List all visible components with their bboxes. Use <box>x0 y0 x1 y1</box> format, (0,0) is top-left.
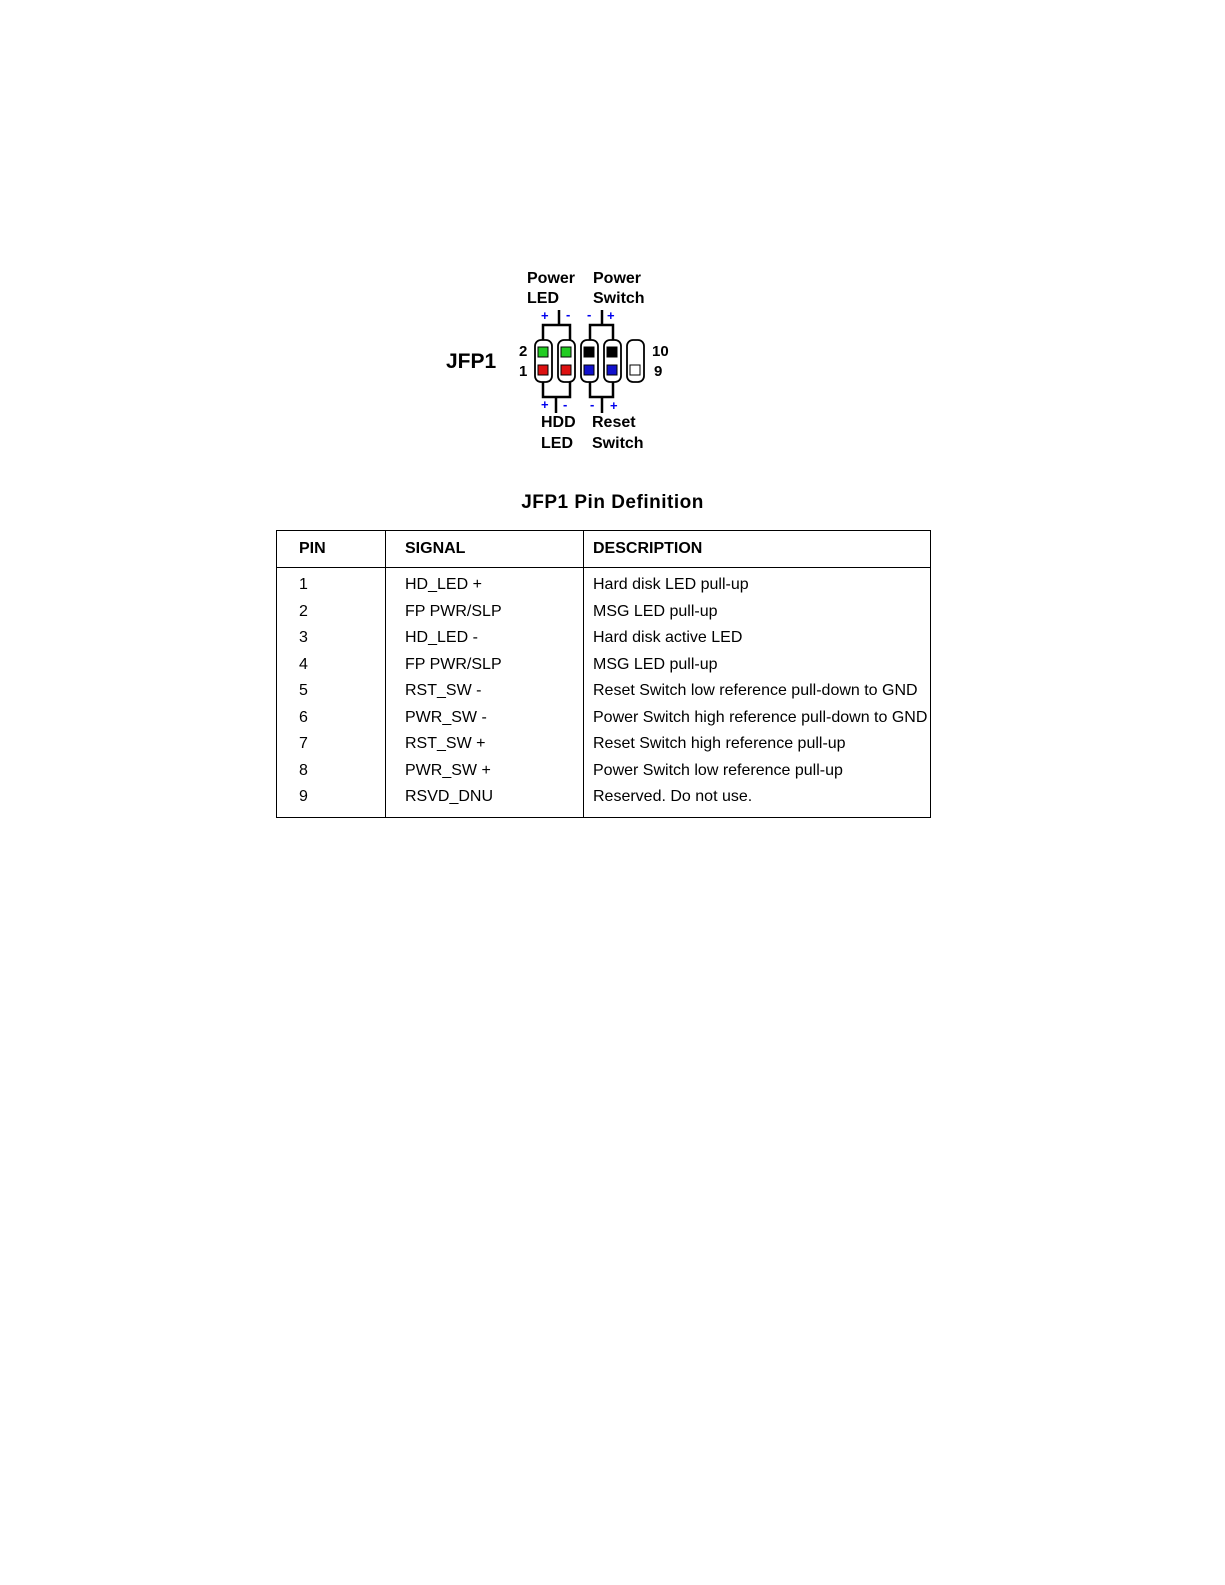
cell-description: MSG LED pull-up <box>584 652 931 679</box>
hdd-led-label-line2: LED <box>541 435 573 452</box>
table-row <box>277 625 931 652</box>
top-wires <box>543 310 613 345</box>
cell-description: Power Switch high reference pull-down to GND <box>584 705 931 732</box>
header-description: DESCRIPTION <box>584 531 931 568</box>
cell-pin: 6 <box>299 708 308 726</box>
cell-description: Power Switch low reference pull-up <box>584 758 931 785</box>
jfp1-connector-diagram <box>430 255 690 465</box>
cell-pin: 7 <box>299 735 308 753</box>
bottom-wires <box>543 377 613 413</box>
cell-signal: RST_SW + <box>386 731 584 758</box>
power-switch-plus-mark: + <box>607 308 615 323</box>
pin-pair-9-10-housing <box>627 340 644 382</box>
cell-pin: 8 <box>299 761 308 779</box>
table-header-row <box>277 531 931 568</box>
table-row <box>277 784 931 817</box>
pin-2-green <box>538 347 548 357</box>
hdd-led-minus-mark: - <box>563 397 568 412</box>
pin-4-green <box>561 347 571 357</box>
table-title: JFP1 Pin Definition <box>521 492 704 513</box>
pin-6-black <box>584 347 594 357</box>
connector-name: JFP1 <box>446 350 497 373</box>
power-switch-label-line1: Power <box>593 270 642 287</box>
table-row <box>277 705 931 732</box>
pin-pair-3-4-housing <box>558 340 575 382</box>
pin-number-9: 9 <box>654 363 663 380</box>
pin-number-1: 1 <box>519 363 528 380</box>
pin-definition-table <box>276 530 931 818</box>
header-pin: PIN <box>277 531 386 568</box>
pin-7-blue <box>607 365 617 375</box>
cell-description: Hard disk LED pull-up <box>584 568 931 599</box>
table-row <box>277 599 931 626</box>
power-led-minus-mark: - <box>566 307 571 322</box>
cell-pin: 5 <box>299 682 308 700</box>
reset-switch-plus-mark: + <box>610 398 618 413</box>
cell-signal: PWR_SW + <box>386 758 584 785</box>
cell-description: Reset Switch low reference pull-down to GND <box>584 678 931 705</box>
reset-switch-minus-mark: - <box>590 397 595 412</box>
cell-signal: FP PWR/SLP <box>386 599 584 626</box>
table-row <box>277 758 931 785</box>
power-led-label-line1: Power <box>527 270 576 287</box>
reset-switch-label-line2: Switch <box>592 435 644 452</box>
pin-pair-5-6-housing <box>581 340 598 382</box>
pin-pair-1-2-housing <box>535 340 552 382</box>
hdd-led-label-line1: HDD <box>541 414 576 431</box>
cell-description: Reserved. Do not use. <box>584 784 931 817</box>
power-led-label-line2: LED <box>527 290 559 307</box>
pin-3-red <box>561 365 571 375</box>
pin-8-black <box>607 347 617 357</box>
table-row <box>277 678 931 705</box>
cell-description: Reset Switch high reference pull-up <box>584 731 931 758</box>
cell-signal: HD_LED + <box>386 568 584 599</box>
cell-pin: 3 <box>299 629 308 647</box>
hdd-led-plus-mark: + <box>541 397 549 412</box>
cell-pin: 1 <box>299 576 308 594</box>
table-row <box>277 568 931 599</box>
pin-number-2: 2 <box>519 343 528 360</box>
table-row <box>277 652 931 679</box>
cell-signal: FP PWR/SLP <box>386 652 584 679</box>
cell-signal: HD_LED - <box>386 625 584 652</box>
power-switch-label-line2: Switch <box>593 290 645 307</box>
cell-description: MSG LED pull-up <box>584 599 931 626</box>
pin-9-empty <box>630 365 640 375</box>
pin-pair-7-8-housing <box>604 340 621 382</box>
pin-housings <box>535 340 644 382</box>
power-led-plus-mark: + <box>541 308 549 323</box>
table-row <box>277 731 931 758</box>
cell-signal: RSVD_DNU <box>386 784 584 817</box>
cell-description: Hard disk active LED <box>584 625 931 652</box>
pin-1-red <box>538 365 548 375</box>
cell-pin: 9 <box>299 788 308 806</box>
reset-switch-label-line1: Reset <box>592 414 636 431</box>
cell-pin: 4 <box>299 655 308 673</box>
pin-number-10: 10 <box>652 343 669 360</box>
cell-pin: 2 <box>299 602 308 620</box>
power-switch-minus-mark: - <box>587 307 592 322</box>
cell-signal: RST_SW - <box>386 678 584 705</box>
header-signal: SIGNAL <box>386 531 584 568</box>
pin-5-blue <box>584 365 594 375</box>
cell-signal: PWR_SW - <box>386 705 584 732</box>
